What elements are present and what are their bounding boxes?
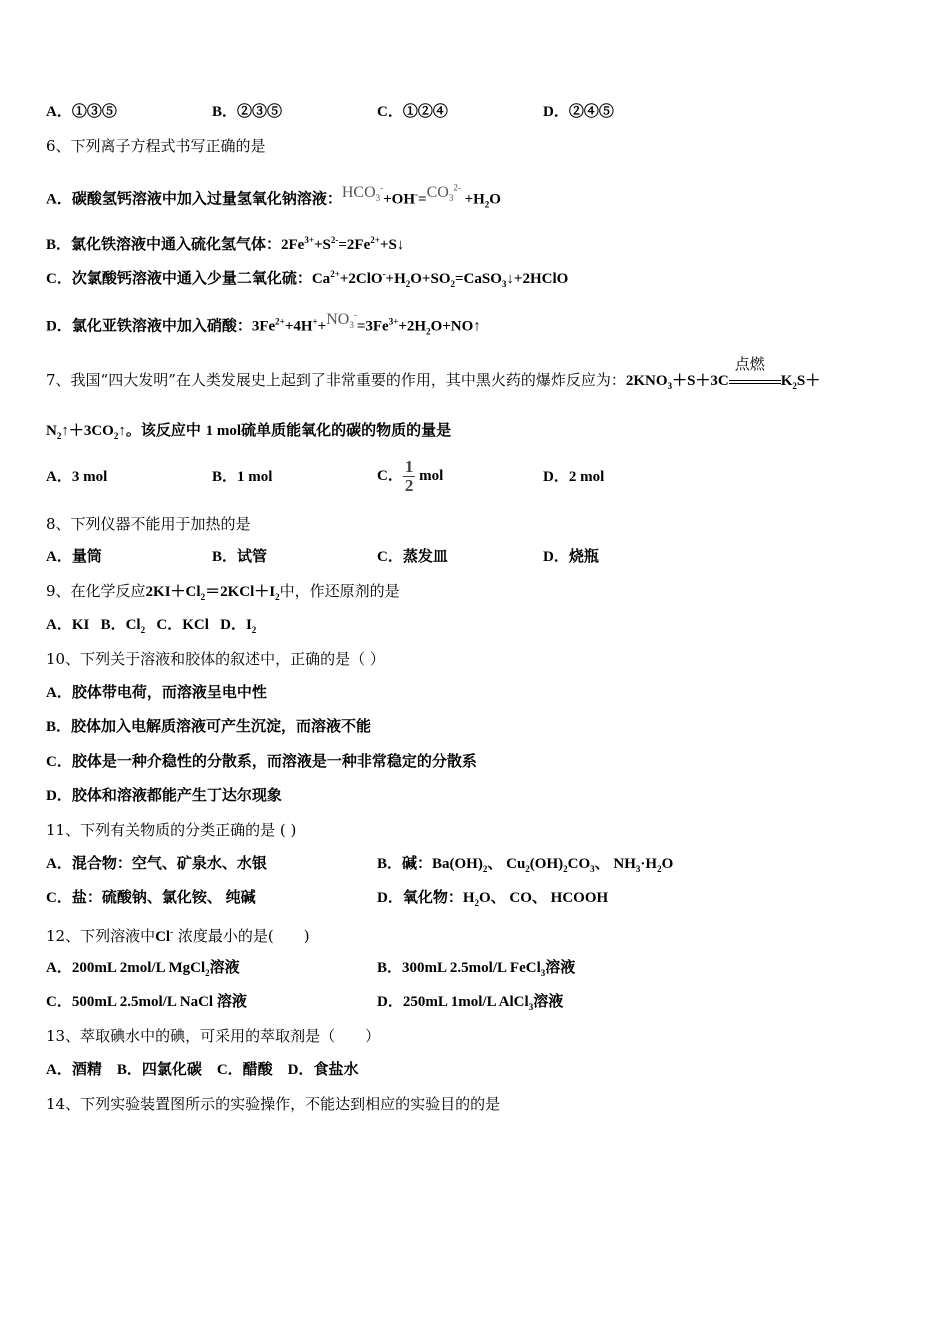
q6-option-c: C．次氯酸钙溶液中通入少量二氧化硫：$Ca^{2+}+2ClO^-+H_2O+SO_2=CaSO_3↓+2HClO$ [46,269,569,289]
q10-option-d: D．胶体和溶液都能产生丁达尔现象 [46,788,282,804]
q11-stem: 11、下列有关物质的分类正确的是 ( ) [46,821,297,839]
q5-option-a: A．①③⑤ [46,104,117,120]
q6-option-a: A．碳酸氢钙溶液中加入过量氢氧化钠溶液：$HCO_3^-+OH^-=CO_3^{2-} +H_2O$ [46,183,501,210]
q13-options: A．酒精 B．四氯化碳 C．醋酸 D．食盐水 [46,1062,359,1078]
q8-option-d: D．烧瓶 [543,549,599,565]
q6-stem: 6、下列离子方程式书写正确的是 [46,137,266,155]
q7-option-b: B．1 mol [212,469,273,485]
q5-option-c: C．①②④ [377,104,448,120]
q7-stem-line1: 7、我国“四大发明”在人类发展史上起到了非常重要的作用，其中黑火药的爆炸反应为：$2KNO_3+S+3C$ 点燃 $K_2S+$ [46,370,820,396]
q12-option-d: D．250mL 1mol/L AlCl$_3$溶液 [377,994,564,1012]
q6-a-label: A．碳酸氢钙溶液中加入过量氢氧化钠溶液： [46,191,342,208]
fraction-one-half: $\frac{1}{2}$ [404,457,414,496]
q11-option-c: C．盐：硫酸钠、氯化铵、 纯碱 [46,890,256,906]
q5-option-d: D．②④⑤ [543,104,614,120]
q12-option-b: B．300mL 2.5mol/L FeCl$_3$溶液 [377,960,576,978]
q12-stem: 12、下列溶液中Cl- 浓度最小的是( ) [46,927,310,945]
q7-option-a: A．3 mol [46,469,108,485]
q8-option-c: C．蒸发皿 [377,549,448,565]
q11-option-a: A．混合物：空气、矿泉水、水银 [46,856,267,872]
q8-option-b: B．试管 [212,549,268,565]
q6-d-ion-no3: $NO_3^-$ [326,310,357,331]
reaction-condition: 点燃 [734,355,765,373]
q7-option-c: C． $\frac{1}{2}$ mol [377,457,444,496]
reaction-condition-arrow [729,355,781,396]
q10-option-b: B．胶体加入电解质溶液可产生沉淀，而溶液不能 [46,719,372,735]
q6-option-d: D．氯化亚铁溶液中加入硝酸：$3Fe^{2+}+4H^++NO_3^-=3Fe^{3+}+2H_2O+NO↑$ [46,310,481,337]
q13-stem: 13、萃取碘水中的碘，可采用的萃取剂是（ ） [46,1027,381,1045]
q9-stem: 9、在化学反应$2KI+Cl_2=2KCl+I_2$中，作还原剂的是 [46,582,400,602]
q5-option-b: B．②③⑤ [212,104,283,120]
q11-option-b: B．碱：$Ba(OH)_2$、 $Cu_2(OH)_2CO_3$、 $NH_3\cdot H_2O$ [377,856,674,874]
q9-options: A．KI B．$Cl_2$ C．KCl D．$I_2$ [46,617,257,635]
q14-stem: 14、下列实验装置图所示的实验操作，不能达到相应的实验目的的是 [46,1095,501,1113]
q6-a-ion-co3: $CO_3^{2-}$ [426,183,461,204]
q6-option-b: B．氯化铁溶液中通入硫化氢气体：$2Fe^{3+}+S^{2-}=2Fe^{2+}+S↓$ [46,235,405,253]
q10-option-c: C．胶体是一种介稳性的分散系，而溶液是一种非常稳定的分散系 [46,754,477,770]
q11-option-d: D．氧化物：$H_2O$、 CO、 HCOOH [377,890,609,908]
q10-stem: 10、下列关于溶液和胶体的叙述中，正确的是（ ） [46,650,385,668]
q12-option-a: A．200mL 2mol/L MgCl$_2$溶液 [46,960,240,978]
q10-option-a: A．胶体带电荷，而溶液呈电中性 [46,685,267,701]
q8-stem: 8、下列仪器不能用于加热的是 [46,515,251,533]
q7-option-d: D．2 mol [543,469,605,485]
q8-option-a: A．量筒 [46,549,102,565]
q12-option-c: C．500mL 2.5mol/L NaCl 溶液 [46,994,247,1010]
q6-a-ion-hco3: $HCO_3^-$ [341,183,384,204]
q7-stem-line2: $N_2↑+3CO_2↑$。该反应中 1 mol硫单质能氧化的碳的物质的量是 [46,423,452,441]
